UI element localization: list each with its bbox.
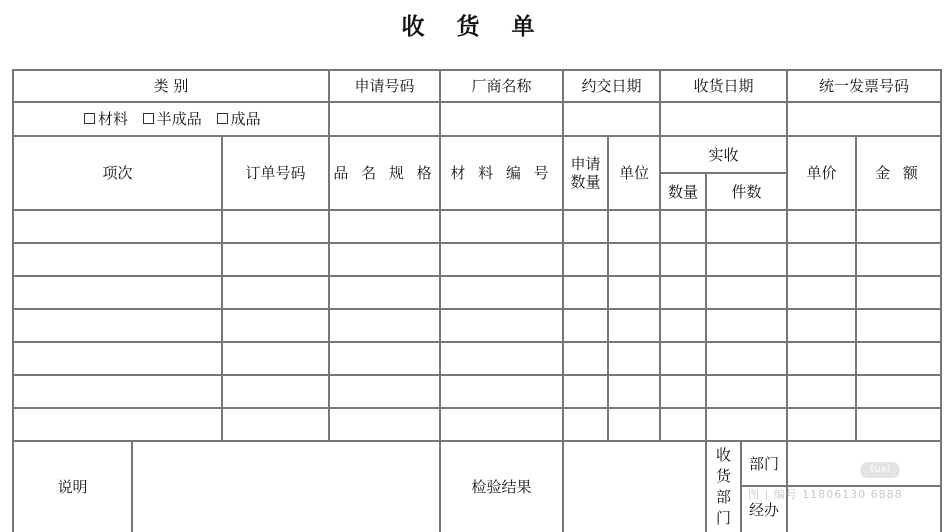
col-amount: 金 额 bbox=[856, 136, 941, 210]
cell-received-qty[interactable] bbox=[660, 210, 706, 243]
cell-unit[interactable] bbox=[608, 243, 660, 276]
cell-amount[interactable] bbox=[856, 210, 941, 243]
checkbox-icon[interactable] bbox=[84, 113, 95, 124]
receiving-dept-label bbox=[706, 441, 741, 532]
cell-material-no[interactable] bbox=[440, 342, 563, 375]
cell-applied-qty[interactable] bbox=[563, 243, 608, 276]
column-header-row bbox=[13, 136, 941, 173]
delivery-date-label: 约交日期 bbox=[563, 70, 660, 102]
table-row bbox=[13, 408, 941, 441]
option-semi-finished[interactable] bbox=[143, 110, 202, 128]
vendor-name-label: 厂商名称 bbox=[440, 70, 563, 102]
col-unit-price: 单价 bbox=[787, 136, 856, 210]
cell-unit-price[interactable] bbox=[787, 309, 856, 342]
cell-product-spec[interactable] bbox=[329, 210, 440, 243]
cell-received-qty[interactable] bbox=[660, 342, 706, 375]
handler-label: 经办 bbox=[741, 486, 787, 532]
cell-received-pieces[interactable] bbox=[706, 408, 787, 441]
cell-received-qty[interactable] bbox=[660, 243, 706, 276]
col-item-no: 项次 bbox=[13, 136, 222, 210]
col-material-no: 材 料 编 号 bbox=[440, 136, 563, 210]
cell-amount[interactable] bbox=[856, 309, 941, 342]
cell-order-no[interactable] bbox=[222, 276, 329, 309]
option-material[interactable] bbox=[84, 110, 128, 128]
cell-order-no[interactable] bbox=[222, 309, 329, 342]
checkbox-icon[interactable] bbox=[143, 113, 154, 124]
cell-item-no[interactable] bbox=[13, 375, 222, 408]
table-row bbox=[13, 276, 941, 309]
header-value-row bbox=[13, 102, 941, 136]
receipt-date-label: 收货日期 bbox=[660, 70, 787, 102]
dept-label: 部门 bbox=[741, 441, 787, 486]
cell-received-pieces[interactable] bbox=[706, 243, 787, 276]
cell-unit-price[interactable] bbox=[787, 210, 856, 243]
cell-received-qty[interactable] bbox=[660, 408, 706, 441]
table-row bbox=[13, 309, 941, 342]
option-finished-label: 成品 bbox=[230, 109, 261, 128]
col-order-no: 订单号码 bbox=[222, 136, 329, 210]
cell-material-no[interactable] bbox=[440, 210, 563, 243]
cell-order-no[interactable] bbox=[222, 342, 329, 375]
notes-value[interactable] bbox=[132, 441, 440, 532]
cell-unit[interactable] bbox=[608, 342, 660, 375]
cell-item-no[interactable] bbox=[13, 276, 222, 309]
cell-received-qty[interactable] bbox=[660, 276, 706, 309]
cell-applied-qty[interactable] bbox=[563, 276, 608, 309]
option-finished[interactable] bbox=[217, 110, 261, 128]
option-semi-finished-label: 半成品 bbox=[156, 109, 202, 128]
cell-item-no[interactable] bbox=[13, 309, 222, 342]
col-product-spec: 品 名 规 格 bbox=[329, 136, 440, 210]
cell-product-spec[interactable] bbox=[329, 342, 440, 375]
cell-order-no[interactable] bbox=[222, 243, 329, 276]
col-received-pieces: 件数 bbox=[706, 173, 787, 210]
cell-material-no[interactable] bbox=[440, 309, 563, 342]
table-row bbox=[13, 210, 941, 243]
cell-received-pieces[interactable] bbox=[706, 210, 787, 243]
cell-unit-price[interactable] bbox=[787, 243, 856, 276]
option-material-label: 材料 bbox=[98, 109, 129, 128]
cell-unit[interactable] bbox=[608, 309, 660, 342]
watermark-text: 图 | 编号 11806130 6888 bbox=[748, 488, 903, 501]
col-received: 实收 bbox=[660, 136, 787, 173]
footer-row bbox=[13, 441, 941, 486]
cell-order-no[interactable] bbox=[222, 375, 329, 408]
inspection-result-label: 检验结果 bbox=[440, 441, 563, 532]
cell-item-no[interactable] bbox=[13, 342, 222, 375]
col-applied-qty: 申请数量 bbox=[563, 136, 608, 210]
cell-applied-qty[interactable] bbox=[563, 210, 608, 243]
cell-product-spec[interactable] bbox=[329, 309, 440, 342]
table-row bbox=[13, 375, 941, 408]
cell-amount[interactable] bbox=[856, 408, 941, 441]
cell-product-spec[interactable] bbox=[329, 375, 440, 408]
cell-unit[interactable] bbox=[608, 408, 660, 441]
cell-amount[interactable] bbox=[856, 243, 941, 276]
cell-received-pieces[interactable] bbox=[706, 342, 787, 375]
category-options bbox=[13, 102, 329, 136]
category-label: 类 别 bbox=[13, 70, 329, 102]
application-no-value[interactable] bbox=[329, 102, 440, 136]
cell-item-no[interactable] bbox=[13, 243, 222, 276]
cell-item-no[interactable] bbox=[13, 408, 222, 441]
cell-applied-qty[interactable] bbox=[563, 408, 608, 441]
cell-unit[interactable] bbox=[608, 210, 660, 243]
cell-received-qty[interactable] bbox=[660, 309, 706, 342]
cell-unit[interactable] bbox=[608, 375, 660, 408]
cell-unit-price[interactable] bbox=[787, 342, 856, 375]
cell-received-pieces[interactable] bbox=[706, 309, 787, 342]
watermark-logo: tuxi bbox=[860, 462, 900, 478]
cell-item-no[interactable] bbox=[13, 210, 222, 243]
cell-unit[interactable] bbox=[608, 276, 660, 309]
cell-applied-qty[interactable] bbox=[563, 375, 608, 408]
invoice-no-label: 统一发票号码 bbox=[787, 70, 941, 102]
table-row bbox=[13, 342, 941, 375]
cell-applied-qty[interactable] bbox=[563, 309, 608, 342]
cell-material-no[interactable] bbox=[440, 408, 563, 441]
cell-unit-price[interactable] bbox=[787, 375, 856, 408]
cell-material-no[interactable] bbox=[440, 243, 563, 276]
cell-material-no[interactable] bbox=[440, 276, 563, 309]
receipt-date-value[interactable] bbox=[660, 102, 787, 136]
checkbox-icon[interactable] bbox=[217, 113, 228, 124]
vendor-name-value[interactable] bbox=[440, 102, 563, 136]
cell-amount[interactable] bbox=[856, 342, 941, 375]
col-unit: 单位 bbox=[608, 136, 660, 210]
cell-order-no[interactable] bbox=[222, 210, 329, 243]
cell-unit-price[interactable] bbox=[787, 408, 856, 441]
form-title: 收 货 单 bbox=[401, 14, 547, 40]
table-row bbox=[13, 243, 941, 276]
header-row bbox=[13, 70, 941, 102]
delivery-date-value[interactable] bbox=[563, 102, 660, 136]
cell-received-pieces[interactable] bbox=[706, 375, 787, 408]
inspection-result-value[interactable] bbox=[563, 441, 706, 532]
cell-order-no[interactable] bbox=[222, 408, 329, 441]
invoice-no-value[interactable] bbox=[787, 102, 941, 136]
cell-product-spec[interactable] bbox=[329, 276, 440, 309]
cell-material-no[interactable] bbox=[440, 375, 563, 408]
cell-amount[interactable] bbox=[856, 375, 941, 408]
application-no-label: 申请号码 bbox=[329, 70, 440, 102]
cell-product-spec[interactable] bbox=[329, 408, 440, 441]
cell-product-spec[interactable] bbox=[329, 243, 440, 276]
col-received-qty: 数量 bbox=[660, 173, 706, 210]
cell-received-pieces[interactable] bbox=[706, 276, 787, 309]
receipt-form-table bbox=[12, 69, 942, 532]
receiving-dept-text: 收货部门 bbox=[716, 446, 732, 527]
cell-received-qty[interactable] bbox=[660, 375, 706, 408]
cell-amount[interactable] bbox=[856, 276, 941, 309]
cell-unit-price[interactable] bbox=[787, 276, 856, 309]
cell-applied-qty[interactable] bbox=[563, 342, 608, 375]
notes-label: 说明 bbox=[13, 441, 132, 532]
